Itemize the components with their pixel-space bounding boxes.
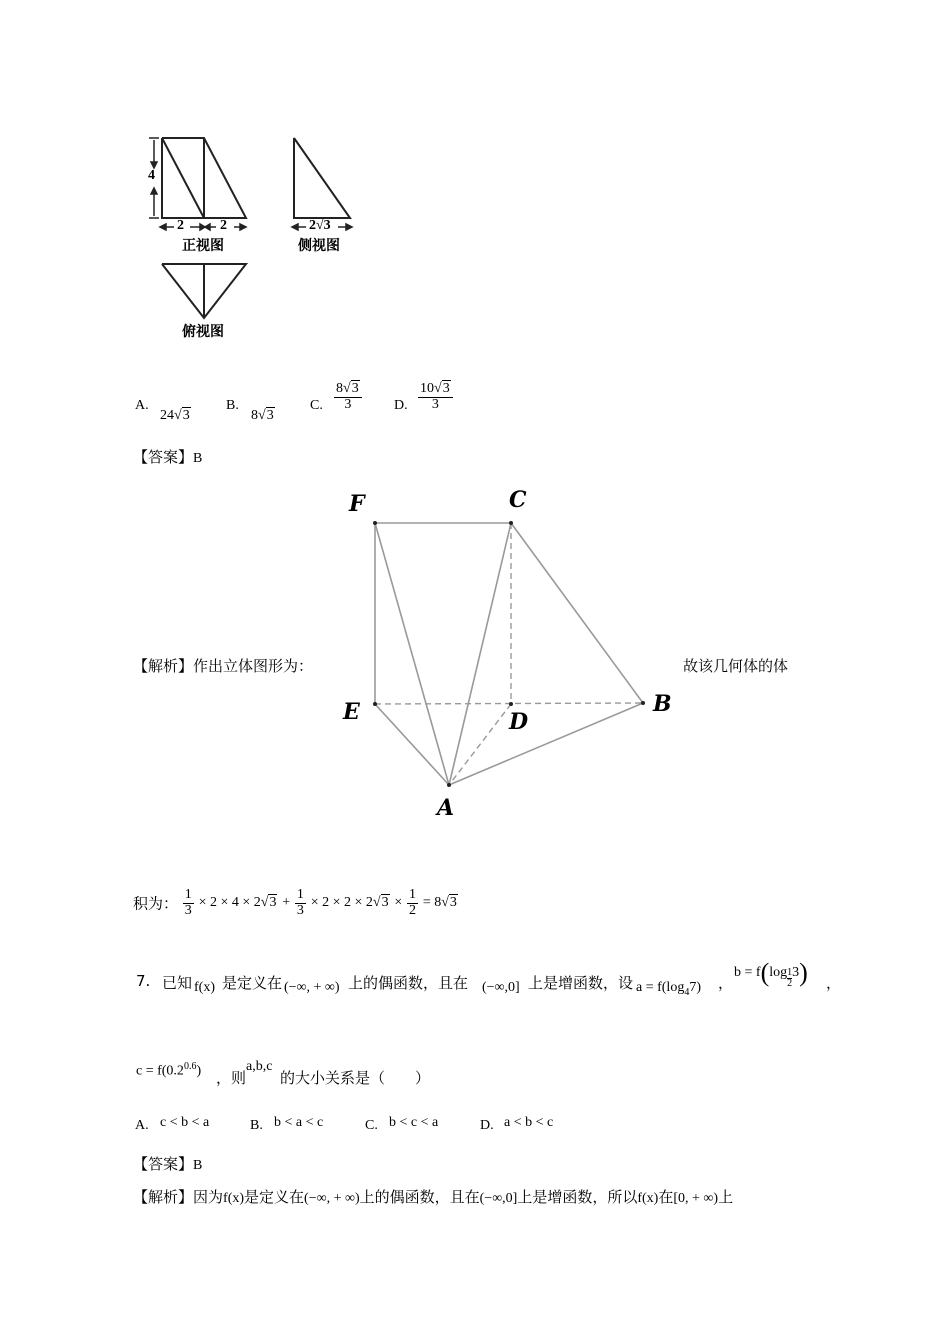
b-definition: b = f(log $\frac{1}{2}$ 3) [734, 958, 808, 990]
analysis-lead: 作出立体图形为： [193, 657, 314, 675]
q6-analysis-tail: 故该几何体的体 [683, 657, 789, 675]
q7-option-b-value: b < a < c [274, 1115, 324, 1130]
vertex-label-b: B [653, 691, 672, 717]
solid-figure [335, 485, 695, 825]
width-dimension [160, 224, 246, 230]
q7-option-d-value: a < b < c [504, 1115, 554, 1130]
vertex-label-e: E [343, 699, 360, 725]
q6-analysis-line1 [133, 655, 313, 676]
edge-ba [449, 703, 643, 785]
answer-value: B [193, 451, 203, 466]
vertex-label-c: C [509, 487, 527, 513]
front-width-left-label: 2 [177, 218, 184, 233]
q6-option-c-value: $\frac{8√3}{3}$ [334, 382, 362, 412]
edge-eb-hidden [375, 703, 643, 704]
edge-cb [511, 523, 643, 703]
height-label: 4 [148, 168, 155, 183]
vertex-label-d: D [509, 709, 529, 735]
vertex-d [509, 702, 513, 706]
q6-answer [133, 446, 202, 467]
q6-option-b-value: 8√3 [251, 408, 274, 423]
q7-stem-line1: 7. 已知 f(x) 是定义在 (−∞, + ∞) 上的偶函数，且在 (−∞,0] 上是增函数，设 $a = f(\log_47)$ ， b = f(log $\frac{1}{2}$ 3) ， [136, 958, 842, 998]
top-view-shape [162, 264, 246, 318]
q7-stem-line2: $c = f(0.2^{0.6})$ ，则 a,b,c 的大小关系是（ ） [136, 1059, 431, 1087]
q6-option-a-value: 24√3 [160, 408, 190, 423]
fraction-one-third-b: $\frac{1}{3}$ [296, 887, 304, 918]
front-view-caption: 正视图 [182, 238, 224, 254]
side-view-shape [294, 138, 350, 218]
q7-answer: 【答案】B [133, 1155, 203, 1173]
q7-option-c-value: b < c < a [389, 1115, 439, 1130]
vertex-label-f: F [349, 491, 365, 517]
q6-option-d-letter: D. [394, 398, 408, 413]
analysis-label: 【解析】 [133, 657, 194, 675]
front-view-shape [162, 138, 246, 218]
q7-number: 7. [136, 972, 151, 990]
top-view-caption: 俯视图 [182, 324, 224, 340]
three-view-figure [138, 128, 368, 348]
q6-option-c-letter: C. [310, 398, 323, 413]
vertex-e [373, 702, 377, 706]
fraction-one-half: $\frac{1}{2}$ [409, 887, 417, 918]
edge-fa [375, 523, 449, 785]
q6-option-d-value: $\frac{10√3}{3}$ [418, 382, 453, 412]
q7-option-a-letter: A. [135, 1118, 149, 1133]
q6-volume-formula: 积为： $\frac{1}{3}$ × 2 × 4 × 2√3 + $\frac{1}{3}$ × 2 × 2 × 2√3 × $\frac{1}{2}$ = 8√3 [133, 887, 457, 918]
q6-option-b-letter: B. [226, 398, 239, 413]
q6-option-a-letter: A. [135, 398, 149, 413]
q7-analysis: 【解析】因为f(x)是定义在(−∞, + ∞)上的偶函数，且在(−∞,0]上是增函数，所以f(x)在[0, + ∞)上 [133, 1188, 734, 1206]
vertex-f [373, 521, 377, 525]
vertex-label-a: A [437, 795, 455, 821]
q7-option-d-letter: D. [480, 1118, 494, 1133]
q7-option-a-value: c < b < a [160, 1115, 210, 1130]
volume-prefix: 积为： [133, 894, 179, 913]
side-view-caption: 侧视图 [298, 238, 340, 254]
vertex-a [447, 783, 451, 787]
front-width-right-label: 2 [220, 218, 227, 233]
q7-option-b-letter: B. [250, 1118, 263, 1133]
side-width-label: 2√3 [309, 218, 331, 233]
a-definition: $a = f(\log_47)$ [636, 980, 701, 998]
answer-label: 【答案】 [133, 448, 194, 466]
edge-ca [449, 523, 511, 785]
fraction-one-third-a: $\frac{1}{3}$ [184, 887, 192, 918]
vertex-b [641, 701, 645, 705]
vertex-c [509, 521, 513, 525]
q7-option-c-letter: C. [365, 1118, 378, 1133]
solid-drawing [335, 485, 695, 825]
c-definition: $c = f(0.2^{0.6})$ [136, 1061, 202, 1079]
